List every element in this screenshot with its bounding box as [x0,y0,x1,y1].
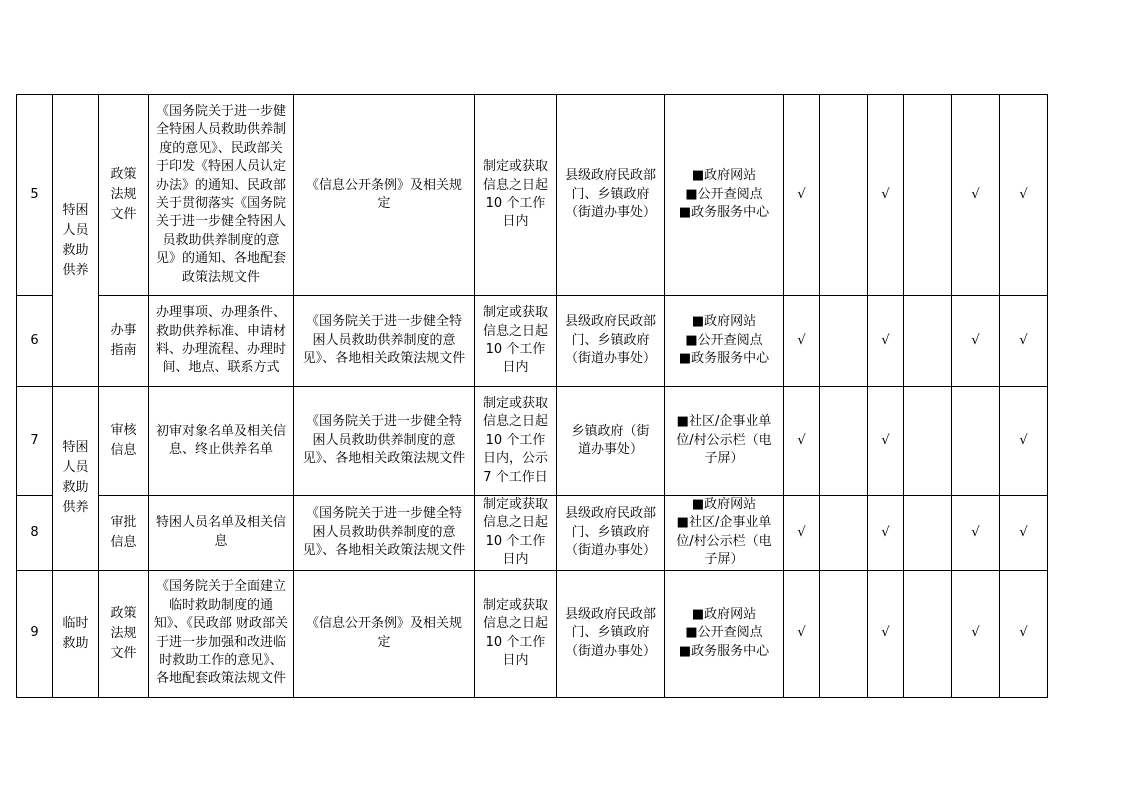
table-row [17,296,1048,387]
channel-item: ■政府网站 [691,497,757,512]
basis-cell: 《国务院关于进一步健全特困人员救助供养制度的意见》、各地相关政策法规文件 [294,387,475,496]
category-text: 审核信息 [110,423,137,458]
channel-cell [665,95,784,296]
check-cell: √ [952,496,1000,571]
row-number: 5 [17,95,53,296]
check-cell: √ [784,387,820,496]
check-cell: √ [784,95,820,296]
check-cell [820,296,868,387]
check-cell: √ [868,496,904,571]
channel-item: ■社区/企事业单位/村公示栏（电子屏） [676,414,772,467]
check-cell [904,95,952,296]
check-cell: √ [1000,387,1048,496]
channel-item: ■公开查阅点 [685,186,763,202]
basis-cell: 《信息公开条例》及相关规定 [294,570,475,697]
row-number: 7 [17,387,53,496]
category-cell [99,296,149,387]
table-row [17,570,1048,697]
content-cell: 特困人员名单及相关信息 [149,496,294,571]
basis-cell: 《国务院关于进一步健全特困人员救助供养制度的意见》、各地相关政策法规文件 [294,496,475,571]
check-cell: √ [1000,95,1048,296]
check-cell [820,570,868,697]
subject-cell: 乡镇政府（街道办事处） [557,387,665,496]
row-number: 9 [17,570,53,697]
channel-item: ■政务服务中心 [678,643,770,659]
check-cell: √ [1000,296,1048,387]
channel-cell [665,570,784,697]
table-row [17,387,1048,496]
check-cell [952,387,1000,496]
check-cell: √ [868,387,904,496]
matter-group-text: 特困人员救助供养 [62,202,89,278]
check-cell [904,296,952,387]
channel-item: ■公开查阅点 [685,332,763,348]
check-cell: √ [784,296,820,387]
subject-cell: 县级政府民政部门、乡镇政府（街道办事处） [557,496,665,571]
check-cell: √ [1000,570,1048,697]
matter-group-text: 特困人员救助供养 [62,440,89,516]
check-cell: √ [784,570,820,697]
time-limit-cell: 制定或获取信息之日起 10 个工作日内 [475,570,557,697]
check-cell: √ [1000,496,1048,571]
time-limit-cell: 制定或获取信息之日起 10 个工作日内，公示 7 个工作日 [475,387,557,496]
matter-group-cell [53,570,99,697]
channel-cell [665,387,784,496]
check-cell [820,387,868,496]
check-cell: √ [952,570,1000,697]
channel-item: ■政府网站 [691,314,757,330]
channel-item: ■公开查阅点 [685,625,763,641]
check-cell: √ [868,296,904,387]
channel-item: ■政府网站 [691,607,757,623]
check-cell: √ [952,95,1000,296]
check-cell: √ [784,496,820,571]
matter-group-text: 临时救助 [62,615,89,651]
check-cell [904,570,952,697]
channel-item: ■政务服务中心 [678,205,770,221]
row-number: 8 [17,496,53,571]
check-cell [820,496,868,571]
check-cell [820,95,868,296]
row-number: 6 [17,296,53,387]
content-cell: 初审对象名单及相关信息、终止供养名单 [149,387,294,496]
time-limit-cell: 制定或获取信息之日起 10 个工作日内 [475,496,557,571]
category-cell [99,570,149,697]
table-row [17,496,1048,571]
time-limit-cell: 制定或获取信息之日起 10 个工作日内 [475,95,557,296]
content-cell: 《国务院关于全面建立临时救助制度的通知》、《民政部 财政部关于进一步加强和改进临时救助工作的意见》、各地配套政策法规文件 [149,570,294,697]
check-cell [904,496,952,571]
category-cell [99,387,149,496]
basis-cell: 《国务院关于进一步健全特困人员救助供养制度的意见》、各地相关政策法规文件 [294,296,475,387]
channel-cell [665,496,784,571]
check-cell: √ [952,296,1000,387]
channel-item: ■政府网站 [691,168,757,184]
table-row [17,95,1048,296]
category-text: 审批信息 [110,514,137,550]
category-text: 政策法规文件 [110,605,137,661]
subject-cell: 县级政府民政部门、乡镇政府（街道办事处） [557,95,665,296]
category-text: 办事指南 [110,323,137,358]
check-cell: √ [868,95,904,296]
disclosure-table [16,94,1048,698]
content-cell: 《国务院关于进一步健全特困人员救助供养制度的意见》、民政部关于印发《特困人员认定办法》的通知、民政部关于贯彻落实《国务院关于进一步健全特困人员救助供养制度的意见》的通知、各地配套政策法规文件 [149,95,294,296]
category-cell [99,496,149,571]
channel-cell [665,296,784,387]
channel-item: ■政务服务中心 [678,351,770,367]
category-text: 政策法规文件 [110,167,137,222]
check-cell: √ [868,570,904,697]
matter-group-cell [53,387,99,571]
check-cell [904,387,952,496]
channel-item: ■社区/企事业单位/村公示栏（电子屏） [676,515,772,568]
content-cell: 办理事项、办理条件、救助供养标准、申请材料、办理流程、办理时间、地点、联系方式 [149,296,294,387]
basis-cell: 《信息公开条例》及相关规定 [294,95,475,296]
subject-cell: 县级政府民政部门、乡镇政府（街道办事处） [557,570,665,697]
subject-cell: 县级政府民政部门、乡镇政府（街道办事处） [557,296,665,387]
category-cell [99,95,149,296]
matter-group-cell [53,95,99,387]
time-limit-cell: 制定或获取信息之日起 10 个工作日内 [475,296,557,387]
